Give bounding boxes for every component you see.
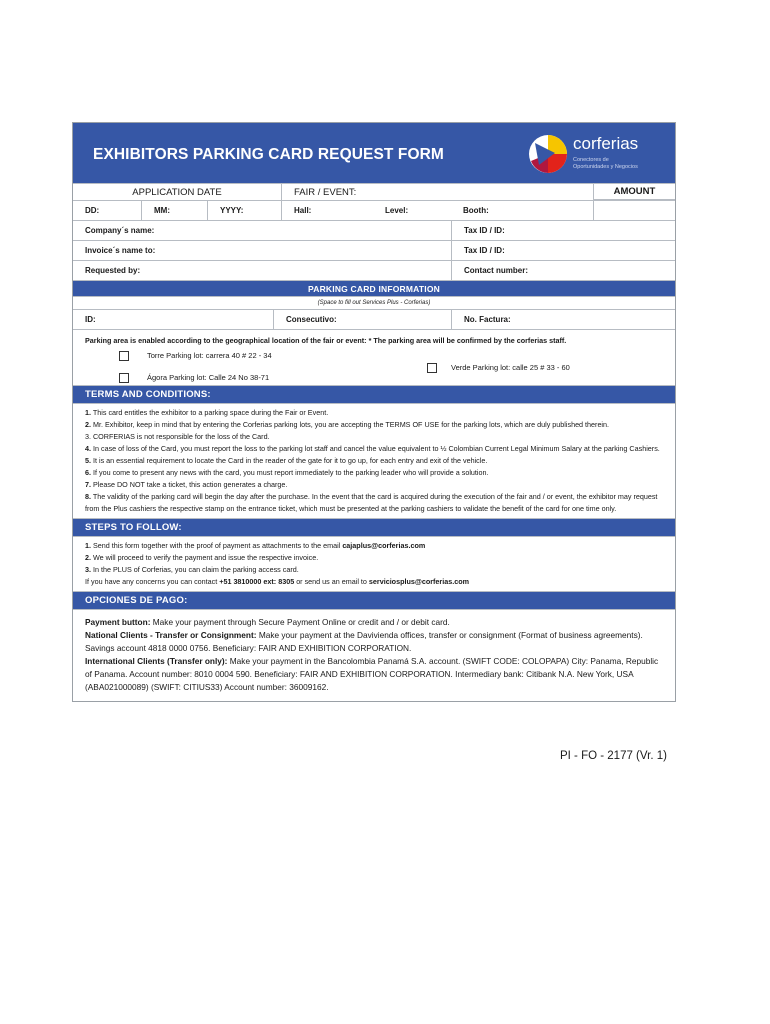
application-date-label: APPLICATION DATE — [132, 186, 222, 198]
terms-list — [73, 403, 675, 518]
payment-button-option: Payment button: Make your payment through Secure Payment Online or credit and / or debit card. — [85, 617, 450, 627]
logo-wordmark: corferias — [573, 134, 639, 153]
step-item: If you have any concerns you can contact +51 3810000 ext: 8305 or send us an email to serviciosplus@corferias.com — [85, 577, 469, 586]
terms-item: 4. In case of loss of the Card, you must report the loss to the parking lot staff and cancel the value equivalent to ½ Colombian Current Legal Minimum Salary at the parking Cashiers. — [85, 444, 660, 453]
day-field[interactable]: DD: — [85, 206, 100, 215]
agora-option-label: Ágora Parking lot: Calle 24 No 38-71 — [147, 373, 270, 382]
corferias-logo — [525, 131, 653, 177]
international-clients-option: International Clients (Transfer only): Make your payment in the Bancolombia Panamá S.A. account. (SWIFT CODE: COLOPAPA) City: Panama, Republic of Panama. Account number: 8010 0004 590. Beneficiary: FAIR AND EXHIBITION CORPORATION. Intermediary bank: Citibank N.A. New York, USA (ABA021000089) (SWIFT: CITIUS33) Account number: 36009162. — [85, 656, 659, 692]
step-item: 2. We will proceed to verify the payment and issue the respective invoice. — [85, 553, 319, 562]
id-field[interactable]: ID: — [85, 315, 96, 324]
month-field[interactable]: MM: — [141, 201, 207, 220]
agora-checkbox[interactable] — [119, 373, 129, 383]
amount-label: AMOUNT — [593, 184, 675, 200]
invoice-name-field[interactable]: Invoice´s name to: — [85, 246, 156, 255]
top-header-row — [73, 183, 675, 200]
form-title: EXHIBITORS PARKING CARD REQUEST FORM — [93, 146, 444, 163]
terms-title: TERMS AND CONDITIONS: — [73, 385, 675, 403]
date-location-row — [73, 200, 675, 220]
invoice-row — [73, 240, 675, 260]
parking-info-row — [73, 309, 675, 329]
national-clients-option: National Clients - Transfer or Consignment: Make your payment at the Davivienda offices, transfer or consignment (Format of business agreements). Savings account 4818 0000 0756. Beneficiary: FAIR AND EXHIBITION CORPORATION. — [85, 630, 643, 653]
form-header — [73, 123, 675, 183]
contact-phone[interactable]: +51 3810000 ext: 8305 — [219, 577, 295, 586]
parking-info-title: PARKING CARD INFORMATION — [73, 280, 675, 296]
verde-option-label: Verde Parking lot: calle 25 # 33 - 60 — [451, 363, 570, 372]
level-field[interactable]: Level: — [385, 206, 409, 215]
contact-number-field[interactable]: Contact number: — [451, 261, 675, 280]
year-field[interactable]: YYYY: — [207, 201, 281, 220]
booth-field[interactable]: Booth: — [463, 206, 489, 215]
terms-item: 7. Please DO NOT take a ticket, this action generates a charge. — [85, 480, 288, 489]
company-row — [73, 220, 675, 240]
form-code: PI - FO - 2177 (Vr. 1) — [560, 750, 667, 762]
terms-item: 8. The validity of the parking card will begin the day after the purchase. In the event that the card is acquired during the execution of the fair and / or event, the exhibitor may request from the Plus cashiers the respective stamp on the entrance ticket, which must be presented at the parking cashiers to validate the benefit of the card for one time only. — [85, 492, 658, 513]
company-name-field[interactable]: Company´s name: — [85, 226, 155, 235]
corferias-logo-icon — [525, 131, 571, 177]
step-item: 3. In the PLUS of Corferias, you can claim the parking access card. — [85, 565, 299, 574]
requested-by-field[interactable]: Requested by: — [85, 266, 141, 275]
parking-area-section — [73, 329, 675, 385]
consecutivo-field[interactable]: Consecutivo: — [273, 310, 451, 329]
tax-id-field-1[interactable]: Tax ID / ID: — [451, 221, 675, 240]
factura-field[interactable]: No. Factura: — [451, 310, 675, 329]
tax-id-field-2[interactable]: Tax ID / ID: — [451, 241, 675, 260]
fair-event-label: FAIR / EVENT: — [281, 184, 593, 200]
hall-field[interactable]: Hall: — [281, 201, 373, 220]
terms-item: 6. If you come to present any news with the card, you must report immediately to the parking leader who will provide a solution. — [85, 468, 489, 477]
parking-area-note: Parking area is enabled according to the geographical location of the fair or event: * The parking area will be confirmed by the corferias staff. — [85, 336, 567, 345]
amount-field[interactable] — [593, 201, 675, 220]
torre-checkbox[interactable] — [119, 351, 129, 361]
torre-option-label: Torre Parking lot: carrera 40 # 22 - 34 — [147, 351, 272, 360]
step-item: 1. Send this form together with the proof of payment as attachments to the email cajaplus@corferias.com — [85, 541, 426, 550]
terms-item: 5. It is an essential requirement to locate the Card in the reader of the gate for it to go up, for each entry and exit of the vehicle. — [85, 456, 488, 465]
steps-list — [73, 536, 675, 591]
parking-info-subtitle: (Space to fill out Services Plus - Corferias) — [73, 296, 675, 309]
payment-options — [73, 609, 675, 701]
serviciosplus-email-link[interactable]: serviciosplus@corferias.com — [368, 577, 469, 586]
verde-checkbox[interactable] — [427, 363, 437, 373]
cajaplus-email-link[interactable]: cajaplus@corferias.com — [342, 541, 426, 550]
parking-request-form — [72, 122, 676, 702]
payment-title: OPCIONES DE PAGO: — [73, 591, 675, 609]
terms-item: 2. Mr. Exhibitor, keep in mind that by entering the Corferias parking lots, you are accepting the TERMS OF USE for the parking lots, which are duly published therein. — [85, 420, 610, 429]
logo-tagline: Conectores de Oportunidades y Negocios — [573, 157, 638, 170]
terms-item: 3. CORFERIAS is not responsible for the loss of the Card. — [85, 432, 270, 441]
requested-row — [73, 260, 675, 280]
terms-item: 1. This card entitles the exhibitor to a parking space during the Fair or Event. — [85, 408, 329, 417]
steps-title: STEPS TO FOLLOW: — [73, 518, 675, 536]
